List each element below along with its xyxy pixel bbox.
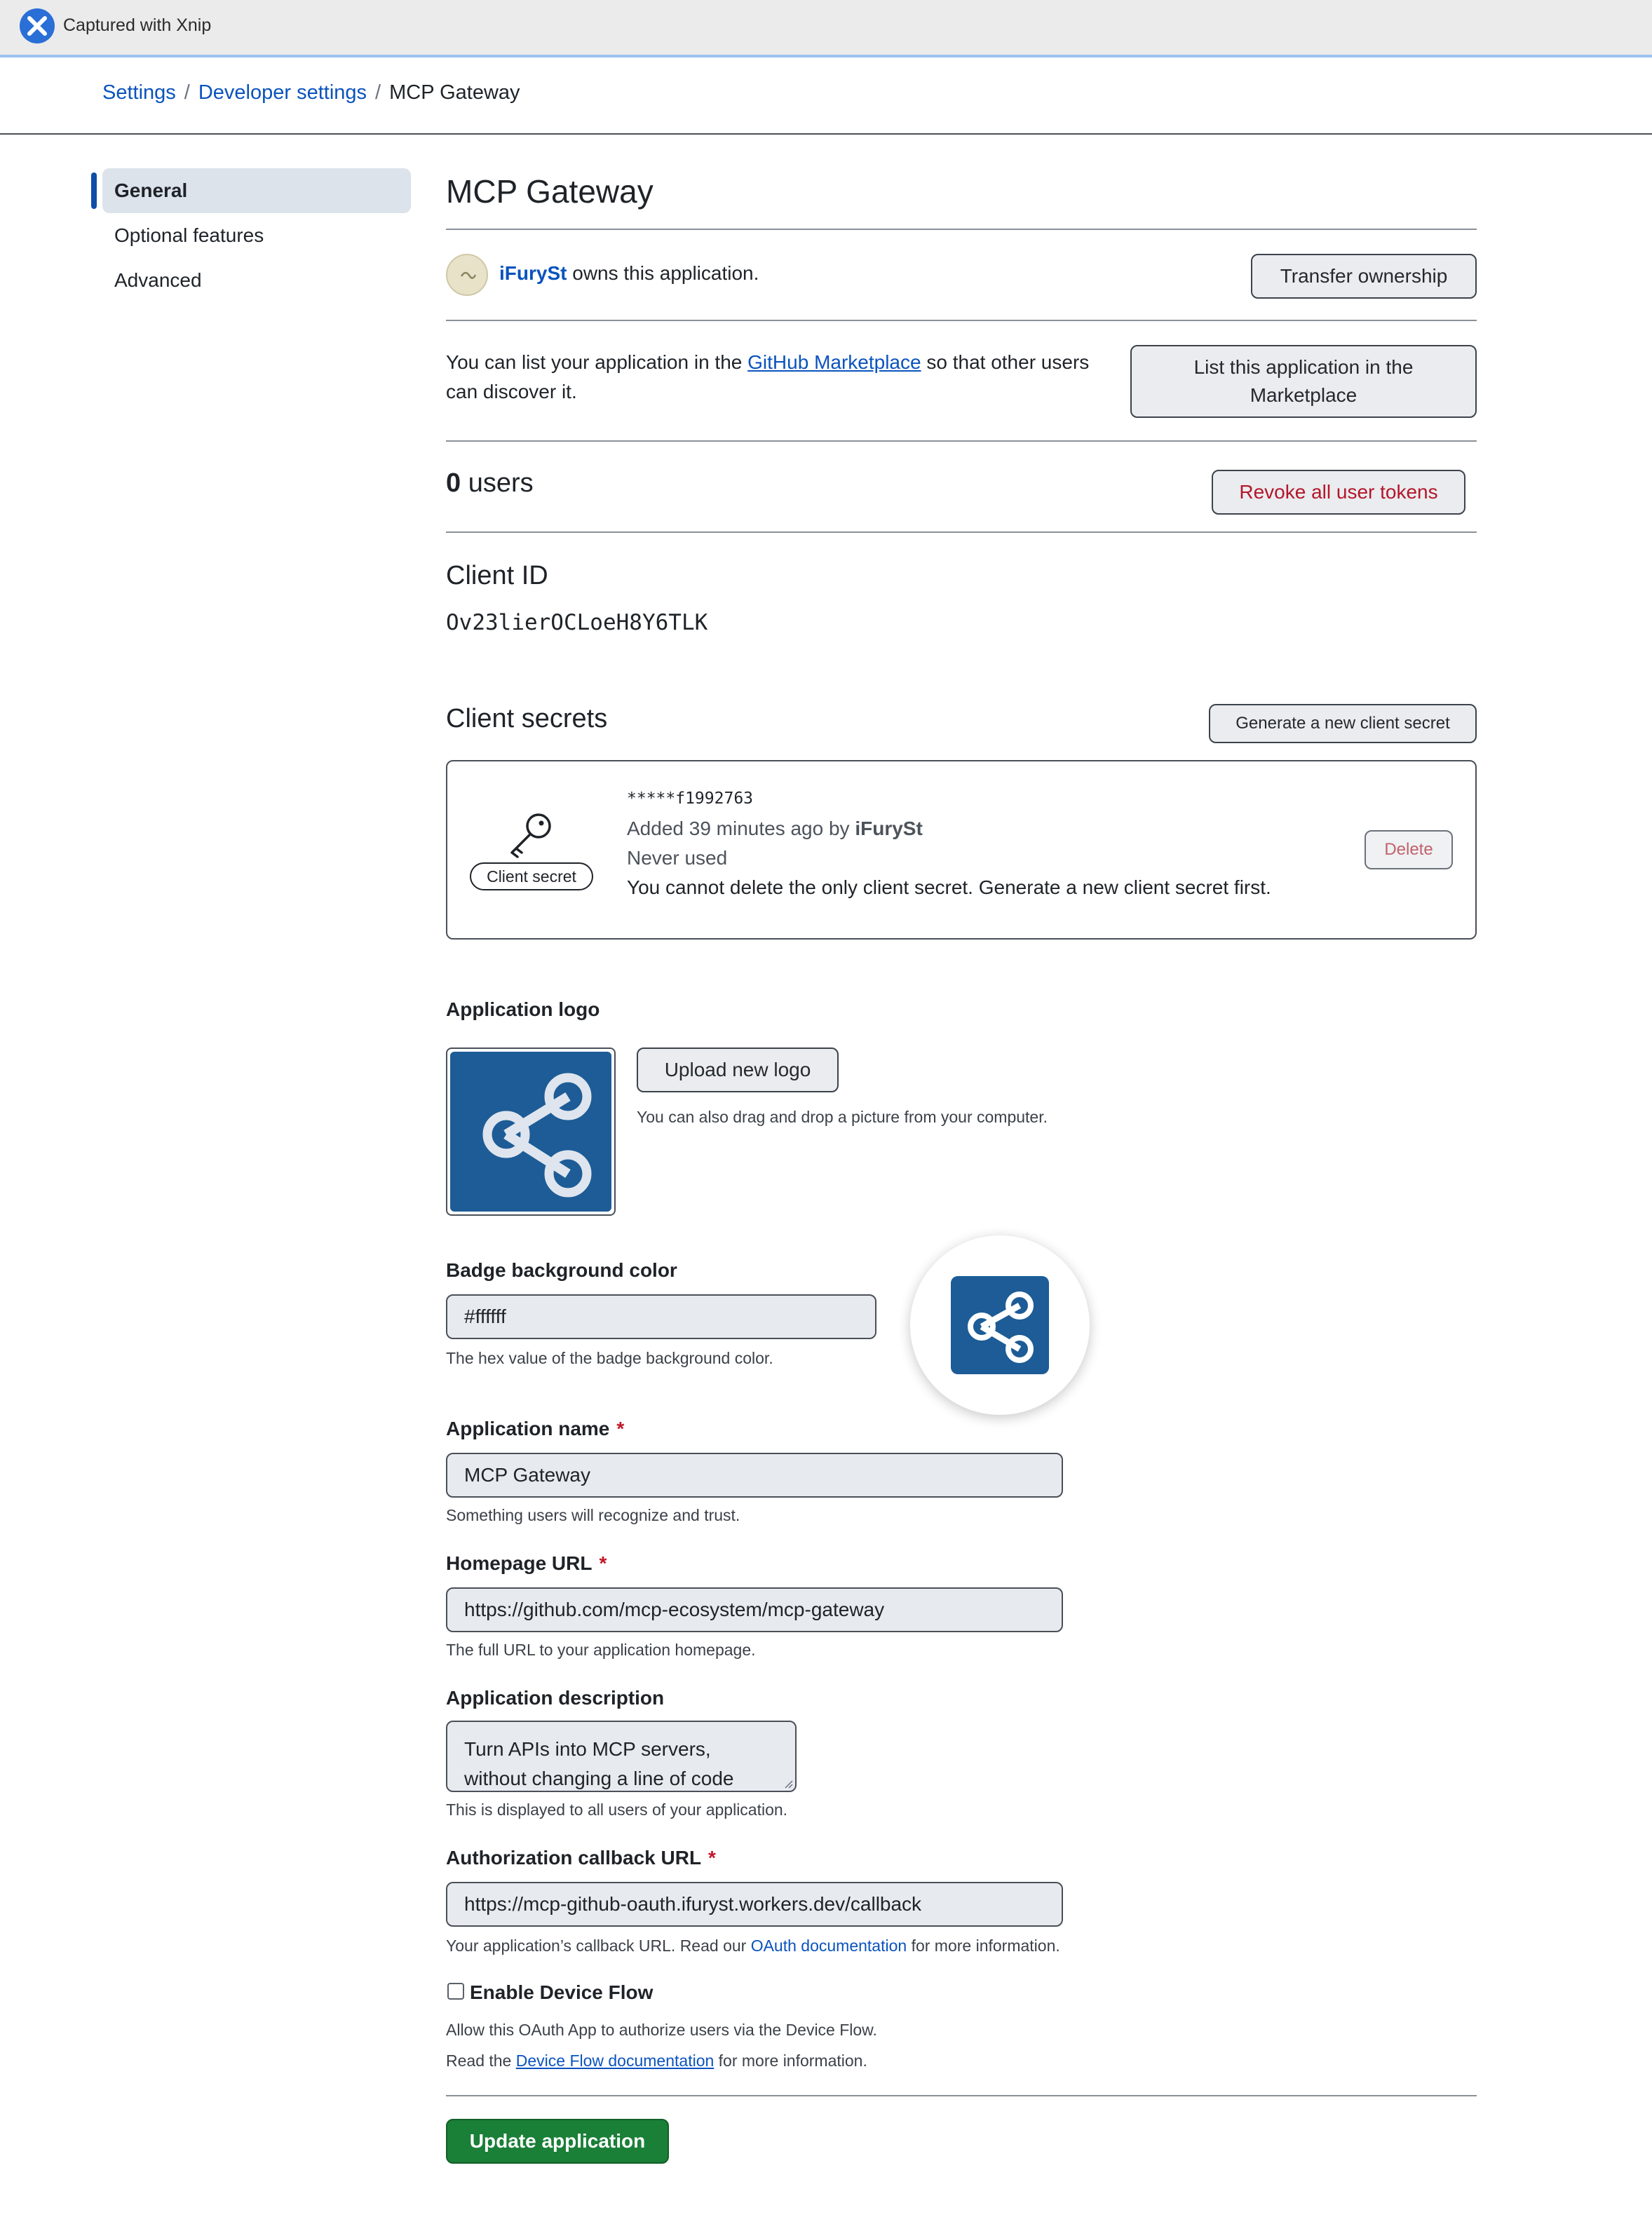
textarea-resize-handle[interactable] xyxy=(783,1778,794,1793)
device-flow-hint: Allow this OAuth App to authorize users via the Device Flow. xyxy=(446,2021,877,2039)
device-flow-docs-hint xyxy=(446,2052,867,2070)
client-id-heading: Client ID xyxy=(446,561,548,590)
badge-color-input[interactable]: #ffffff xyxy=(446,1294,876,1339)
breadcrumb xyxy=(102,81,520,104)
page-title: MCP Gateway xyxy=(446,173,654,210)
upload-logo-button[interactable]: Upload new logo xyxy=(637,1048,839,1092)
device-flow-docs-after: for more information. xyxy=(718,2052,867,2070)
divider xyxy=(446,229,1477,230)
sidebar-item-optional-features[interactable]: Optional features xyxy=(114,224,264,246)
secret-usage: Never used xyxy=(627,847,728,869)
owner-text xyxy=(499,262,759,285)
app-logo-frame xyxy=(446,1048,616,1216)
callback-hint-after: for more information. xyxy=(911,1937,1060,1955)
delete-secret-button[interactable]: Delete xyxy=(1365,830,1453,869)
homepage-input[interactable]: https://github.com/mcp-ecosystem/mcp-gateway xyxy=(446,1587,1063,1632)
upload-logo-hint: You can also drag and drop a picture from your computer. xyxy=(637,1108,1048,1126)
description-line2: without changing a line of code xyxy=(464,1768,734,1789)
secret-added-prefix: Added 39 minutes ago by xyxy=(627,818,850,839)
marketplace-text-after: so that other users xyxy=(926,351,1090,373)
key-icon xyxy=(505,811,558,863)
sidebar-item-general[interactable]: General xyxy=(102,168,411,213)
description-line1: Turn APIs into MCP servers, xyxy=(464,1738,711,1760)
owner-avatar[interactable] xyxy=(446,254,488,296)
list-marketplace-button[interactable] xyxy=(1130,345,1477,418)
app-logo-heading: Application logo xyxy=(446,998,600,1020)
header-divider xyxy=(0,133,1652,135)
update-application-button[interactable]: Update application xyxy=(446,2119,669,2164)
callback-label-text: Authorization callback URL xyxy=(446,1847,702,1869)
required-mark: * xyxy=(599,1552,607,1574)
callback-label xyxy=(446,1847,716,1869)
client-id-value: Ov23lierOCLoeH8Y6TLK xyxy=(446,610,708,635)
github-marketplace-link[interactable]: GitHub Marketplace xyxy=(747,351,921,373)
required-mark: * xyxy=(708,1847,716,1869)
secret-added-by: iFurySt xyxy=(855,818,923,839)
marketplace-text-line2: can discover it. xyxy=(446,381,577,402)
breadcrumb-settings[interactable]: Settings xyxy=(102,81,176,104)
description-label: Application description xyxy=(446,1687,665,1709)
divider xyxy=(446,2095,1477,2096)
device-flow-documentation-link[interactable]: Device Flow documentation xyxy=(515,2052,715,2070)
app-name-input[interactable]: MCP Gateway xyxy=(446,1453,1063,1498)
transfer-ownership-button[interactable]: Transfer ownership xyxy=(1251,254,1477,299)
app-name-label-text: Application name xyxy=(446,1418,610,1439)
breadcrumb-separator: / xyxy=(375,81,381,104)
breadcrumb-developer-settings[interactable]: Developer settings xyxy=(198,81,367,104)
badge-share-icon xyxy=(951,1276,1049,1374)
owner-link[interactable]: iFurySt xyxy=(499,262,567,284)
share-icon xyxy=(450,1052,611,1212)
divider xyxy=(446,320,1477,321)
users-count-heading xyxy=(446,468,534,499)
description-hint: This is displayed to all users of your application. xyxy=(446,1801,788,1819)
divider xyxy=(446,440,1477,442)
homepage-label-text: Homepage URL xyxy=(446,1552,593,1574)
users-count: 0 xyxy=(446,468,461,498)
breadcrumb-separator: / xyxy=(184,81,190,104)
marketplace-text xyxy=(446,348,1089,407)
breadcrumb-current: MCP Gateway xyxy=(389,81,520,104)
capture-label: Captured with Xnip xyxy=(63,15,212,35)
badge-color-label: Badge background color xyxy=(446,1259,677,1281)
secret-added-text xyxy=(627,818,923,840)
client-secrets-heading: Client secrets xyxy=(446,704,608,733)
oauth-documentation-link[interactable]: OAuth documentation xyxy=(750,1937,907,1955)
marketplace-text-before: You can list your application in the xyxy=(446,351,743,373)
callback-input[interactable]: https://mcp-github-oauth.ifuryst.workers.dev/callback xyxy=(446,1882,1063,1927)
secret-delete-note: You cannot delete the only client secret. Generate a new client secret first. xyxy=(627,876,1271,898)
callback-hint-before: Your application’s callback URL. Read our xyxy=(446,1937,747,1955)
generate-client-secret-button[interactable]: Generate a new client secret xyxy=(1209,704,1477,743)
app-name-hint: Something users will recognize and trust. xyxy=(446,1506,740,1524)
divider xyxy=(446,531,1477,533)
description-textarea[interactable] xyxy=(446,1721,797,1792)
users-label: users xyxy=(468,468,534,498)
sidebar-active-marker xyxy=(91,172,97,209)
sidebar-item-advanced[interactable]: Advanced xyxy=(114,269,202,291)
device-flow-docs-before: Read the xyxy=(446,2052,512,2070)
homepage-hint: The full URL to your application homepage. xyxy=(446,1641,756,1659)
revoke-tokens-button[interactable]: Revoke all user tokens xyxy=(1212,470,1465,515)
client-secret-badge: Client secret xyxy=(470,862,593,890)
badge-color-hint: The hex value of the badge background color. xyxy=(446,1349,773,1367)
required-mark: * xyxy=(616,1418,625,1439)
app-name-label xyxy=(446,1418,624,1440)
xnip-logo-icon xyxy=(20,8,55,43)
device-flow-checkbox[interactable] xyxy=(447,1983,464,2000)
client-secret-card xyxy=(446,760,1477,940)
device-flow-label[interactable]: Enable Device Flow xyxy=(470,1981,654,2003)
list-marketplace-button-line2: Marketplace xyxy=(1250,384,1358,406)
callback-hint xyxy=(446,1937,1060,1955)
list-marketplace-button-line1: List this application in the xyxy=(1193,356,1414,378)
homepage-label xyxy=(446,1552,607,1575)
secret-masked: *****f1992763 xyxy=(627,789,754,808)
owner-suffix: owns this application. xyxy=(572,262,759,284)
capture-bar xyxy=(0,0,1652,57)
